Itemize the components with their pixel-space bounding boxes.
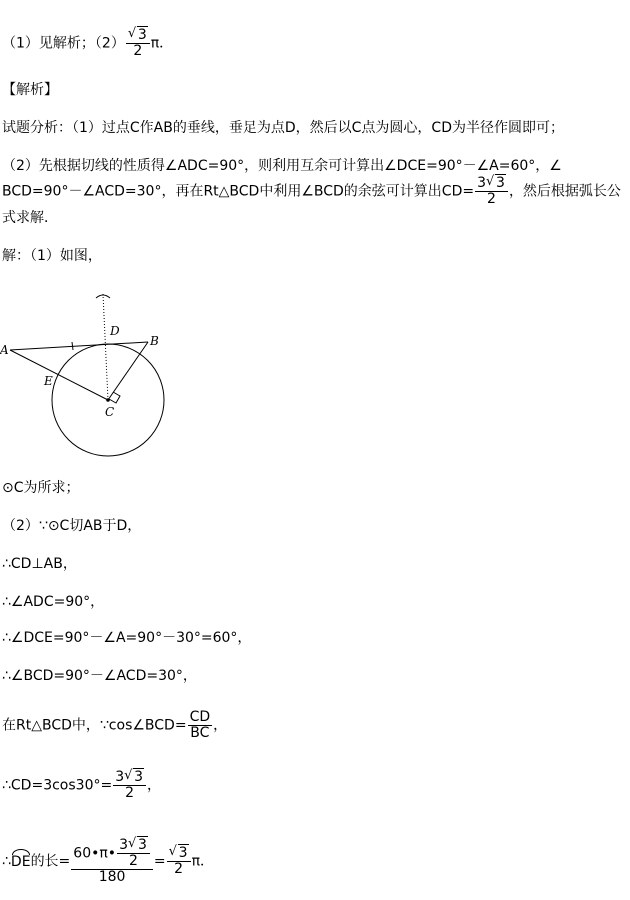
segment-bc	[108, 342, 148, 400]
center-point	[106, 398, 110, 402]
solution-intro: 解：（1）如图，	[2, 248, 102, 264]
solution-step-4: ∴∠ADC=90°，	[2, 594, 105, 610]
solution-step-3: ∴CD⊥AB，	[2, 556, 77, 572]
cos-fraction: $\frac{CD}{BC}$	[189, 709, 211, 741]
cd-value-fraction: 3 √ 3 2	[113, 770, 146, 801]
solution-step-8: ∴CD=3cos30°= 3 √ 3 2 ，	[2, 768, 162, 801]
geometry-figure	[0, 282, 190, 472]
solution-step-2: （2）∵⊙C切AB于D，	[2, 518, 142, 534]
segment-ab	[10, 342, 148, 350]
label-d: D	[110, 324, 120, 338]
label-a: A	[0, 343, 9, 357]
analysis-line-3: BCD=90°－∠ACD=30°，再在Rt△BCD中利用∠BCD的余弦可计算出CD= 3 √ 3 2 ，然后根据弧长公	[2, 174, 621, 207]
label-e: E	[44, 374, 53, 388]
analysis-line-1: 试题分析：（1）过点C作AB的垂线，垂足为点D，然后以C点为圆心，CD为半径作圆即可；	[2, 120, 564, 136]
cd-fraction: 3 √ 3 2	[475, 176, 508, 207]
section-title: 【解析】	[2, 82, 58, 98]
analysis-line-4: 式求解．	[2, 210, 58, 226]
arc-length-fraction: 60•π• 3 √ 3 2 180	[71, 838, 153, 885]
label-c: C	[105, 405, 115, 419]
sqrt-3: √ 3	[127, 26, 147, 43]
segment-ac	[10, 350, 108, 400]
answer-tail: π．	[150, 35, 174, 52]
perpendicular-construction	[103, 294, 108, 400]
analysis-line-2: （2）先根据切线的性质得∠ADC=90°，则利用互余可计算出∠DCE=90°－∠A=60°，∠	[2, 158, 562, 174]
answer-line	[2, 28, 173, 59]
answer-prefix: （1）见解析；（2）	[2, 35, 125, 52]
solution-step-6: ∴∠BCD=90°－∠ACD=30°，	[2, 668, 197, 684]
label-b: B	[150, 334, 159, 348]
solution-step-5: ∴∠DCE=90°－∠A=90°－30°=60°，	[2, 630, 252, 646]
tick-mark	[72, 342, 73, 350]
result-fraction: √ 3 2	[167, 846, 191, 877]
solution-step-1: ⊙C为所求；	[2, 480, 80, 496]
inner-fraction: 3 √ 3 2	[117, 838, 150, 869]
answer-fraction: √ 3 2	[126, 28, 150, 59]
arc-de: DE	[11, 849, 31, 872]
solution-step-9: ∴DE的长= 60•π• 3 √ 3 2 180 = √ 3 2 π．	[2, 836, 214, 885]
right-angle-marker	[109, 392, 120, 403]
solution-step-7: 在Rt△BCD中，∵cos∠BCD= $\frac{CD}{BC}$ ，	[2, 709, 228, 741]
